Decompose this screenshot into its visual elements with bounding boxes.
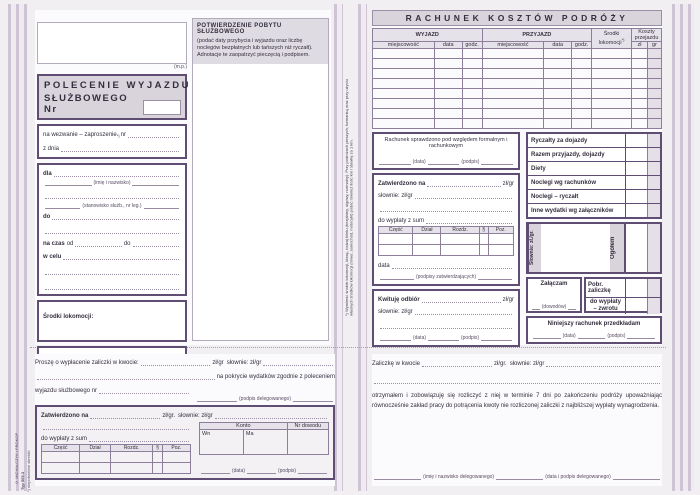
advance-approval-box [35,405,335,480]
approved-zlgr: zł/gr [502,181,514,187]
fiscal-czesc: Część [379,227,413,234]
submit-statement-box [526,316,662,344]
table-row [379,245,514,256]
purpose-line2 [45,267,179,275]
table-row [42,463,191,474]
approved-label: Zatwierdzono na [378,181,426,187]
stay-confirmation-box [192,18,329,341]
travel-order-page [35,10,331,345]
od-line [75,239,121,247]
request-words-label: słownie: zł/gr [226,360,262,366]
expense-title: RACHUNEK KOSZTÓW PODRÓŻY [372,10,662,26]
w-celu-label: w celu [43,254,62,260]
order-title-line2: SŁUŻBOWEGO Nr [44,93,129,115]
delegate-signature-caption: (podpis delegowanego) [239,396,291,402]
stay-confirmation-header [193,19,328,64]
name-caption: (imię i nazwisko) [93,180,131,186]
transport-means-box [37,300,187,342]
submit-statement-label: Niniejszy rachunek przedkładam [547,321,641,327]
travel-expense-page [372,10,662,345]
verified-box [372,132,520,170]
summons-box [37,124,187,159]
na-czas-label: na czas [43,241,65,247]
name-line [45,191,179,199]
voucher-number-header: Nr dowodu [287,423,328,430]
receipt-zlgr: zł/gr [502,297,514,303]
advance-words-label: słownie: zł/gr [178,413,213,419]
attachments-label: Załączam [540,281,568,287]
table-row [373,89,662,99]
col-travel-costs: Koszty przejazdu [632,29,662,42]
summary-row: Noclegi – ryczałt [528,189,660,203]
total-box [526,222,662,274]
summary-row: Diety [528,161,660,175]
total-in-words-vertical: Słownie: zł./gr. [528,224,541,272]
order-title-line1: POLECENIE WYJAZDU [44,80,192,91]
summary-row: Razem przyjazdy, dojazdy [528,147,660,161]
attachments-caption: (dowodów) [541,304,567,310]
col-zl: zł [632,42,648,49]
summons-date-line [61,144,179,152]
summons-nr-line [128,130,179,138]
stamp-box [37,22,187,64]
receipt-box [372,289,520,347]
attachments-box [526,277,582,313]
summons-nr-label: nr [120,132,126,138]
fiscal-dzial: Dział [413,227,441,234]
table-row [42,452,191,463]
request-purpose: na pokrycie wydatków zgodnie z poleceniem [216,374,335,380]
footnote-ref: *) [116,133,120,138]
receipt-signature-caption: (podpis) [460,335,480,341]
advance-zlgr: zł/gr. [162,413,176,419]
position-caption: (stanowisko służb., nr leg.) [82,203,142,209]
col-departure: WYJAZD [373,29,483,42]
stamp-caption: (m.p.) [173,64,187,70]
do-line [52,212,179,220]
stay-confirmation-title: POTWIERDZENIE POBYTU SŁUŻBOWEGO [197,23,282,35]
advance-date-caption: (data) [231,468,246,474]
verified-signature-caption: (podpis) [461,159,480,165]
summary-row: Ryczałty za dojazdy [528,134,660,147]
approval-date-label: data [378,263,390,269]
summary-row: Inne wydatki wg załączników [528,203,660,217]
col-dep-place: miejscowość [373,42,435,49]
table-row [373,59,662,69]
dla-label: dla [43,171,52,177]
declaration-words-label: słownie: zł/gr [509,361,545,367]
declaration-text: otrzymałem i zobowiązuję się rozliczyć z niej w terminie 7 dni po zakończeniu podróży upoważniając równocześnie zakład pracy do potrącenia kwoty nie rozliczonej zaliczki z najbliższej wypłaty wynagrodzenia. [372,393,662,409]
pay-from-label: do wypłaty z sum [378,218,425,224]
approvers-caption: (podpisy zatwierdzających) [415,274,477,280]
debit-cell: Wn [200,430,244,455]
account-header: Konto [200,423,288,430]
fiscal-rozdz: Rozdz. [441,227,479,234]
receipt-date-caption: (data) [412,335,427,341]
advance-approved-label: Zatwierdzono na [41,413,89,419]
credit-cell: Ma [243,430,287,455]
advance-box [584,277,662,313]
od-label: od [66,241,74,247]
advance-signature-caption: (podpis) [277,468,297,474]
destination-line2 [45,226,179,234]
table-row [379,234,514,245]
cost-summary-list [526,132,662,219]
col-arr-date: data [544,42,572,49]
do2-label: do [123,241,131,247]
fiscal-par: § [479,227,488,234]
lokomocja-footnote-vertical: *) Wymienić środek lokomocji, klasę, rodzaj biletu (bezpłatny, ulgowy, normalny). Przy podróżach pieszych, furmanką oraz przy użyciu własnych środków lokomocji (rower, samochód, motocykl) podać również ilość km i stawkę za 1 km. [344,79,354,316]
submit-date-caption: (data) [562,333,576,339]
voucher-number-cell [287,430,328,455]
receipt-label: Kwituję odbiór [378,297,420,303]
table-row [373,119,662,129]
advance-pay-from-label: do wypłaty z sum [41,436,88,442]
advance-taken-label: Pobr. zaliczkę [588,282,611,294]
order-number-field [143,100,181,115]
total-value-cell [625,224,660,272]
col-arr-hour: godz. [572,42,592,49]
advance-declaration-page [372,354,662,486]
delegate-date-signature-caption: (data i podpis delegowanego) [545,474,611,480]
summary-row: Noclegi wg rachunków [528,175,660,189]
col-dep-date: data [434,42,462,49]
col-arr-place: miejscowość [482,42,544,49]
request-order-nr-label: wyjazdu służbowego nr [35,388,98,394]
delegation-box [37,163,187,296]
table-row [373,69,662,79]
col-gr: gr [647,42,661,49]
dla-line [54,169,179,177]
summons-label: na wezwanie – zaproszenie [43,132,117,138]
form-type-vertical: Typ 505-3 [20,471,25,490]
declaration-amount-label: Zaliczkę w kwocie [372,361,421,367]
declaration-zlgr: zł/gr. [494,361,507,367]
total-label-vertical: Ogółem [610,224,625,272]
travel-costs-table [372,28,662,129]
fiscal-poz: Poz. [488,227,514,234]
account-table [199,422,329,455]
center-right-perforation-stripes [358,4,367,491]
request-label: Proszę o wypłacenie zaliczki w kwocie: [35,360,139,366]
right-perforation-stripes [672,4,694,491]
receipt-words-label: słownie: zł/gr [378,309,413,315]
approved-words-label: słownie: zł/gr [378,193,413,199]
order-title-box [37,74,192,120]
to-pay-return-label: do wypłaty – zwrotu [589,299,621,312]
delegate-name-caption: (imię i nazwisko delegowanego) [423,474,495,480]
col-transport: Środki lokomocji*) [592,29,632,49]
advance-settlement-block [526,277,662,313]
table-row [373,109,662,119]
strike-out-footnote-vertical: *) niepotrzebne skreślić [26,450,31,492]
request-zlgr: zł/gr [212,360,224,366]
verified-date-caption: (data) [412,159,426,165]
advance-budget-table: Część Dział Rozdz. § Poz. [41,444,191,474]
stay-confirmation-instructions: (podać daty przybycia i wyjazdu oraz liczbę noclegów bezpłatnych lub tańszych niż ryczałt). Adnotacje te zaopatrzyć pieczęcią i podpisem. [197,38,313,58]
table-row [373,99,662,109]
transport-means-label: Środki lokomocji: [43,314,94,320]
do2-line [133,239,179,247]
col-dep-hour: godz. [462,42,482,49]
approval-box [372,173,520,286]
col-arrival: PRZYJAZD [482,29,592,42]
submit-signature-caption: (podpis) [607,333,626,339]
center-left-perforation-stripes [334,4,343,491]
table-row [373,49,662,59]
verified-text: Rachunek sprawdzono pod względem formalnym i rachunkowym [384,137,508,149]
total-words-area [541,224,610,272]
advance-request-page [35,354,335,486]
do-label: do [43,214,51,220]
w-celu-line [63,252,179,260]
table-row [373,79,662,89]
budget-classification-table [378,226,514,256]
summons-date-label: z dnia [43,146,60,152]
purpose-line3 [45,282,179,290]
publisher-copyright-vertical: © MICHALCZYK i PROKOP [14,432,19,485]
